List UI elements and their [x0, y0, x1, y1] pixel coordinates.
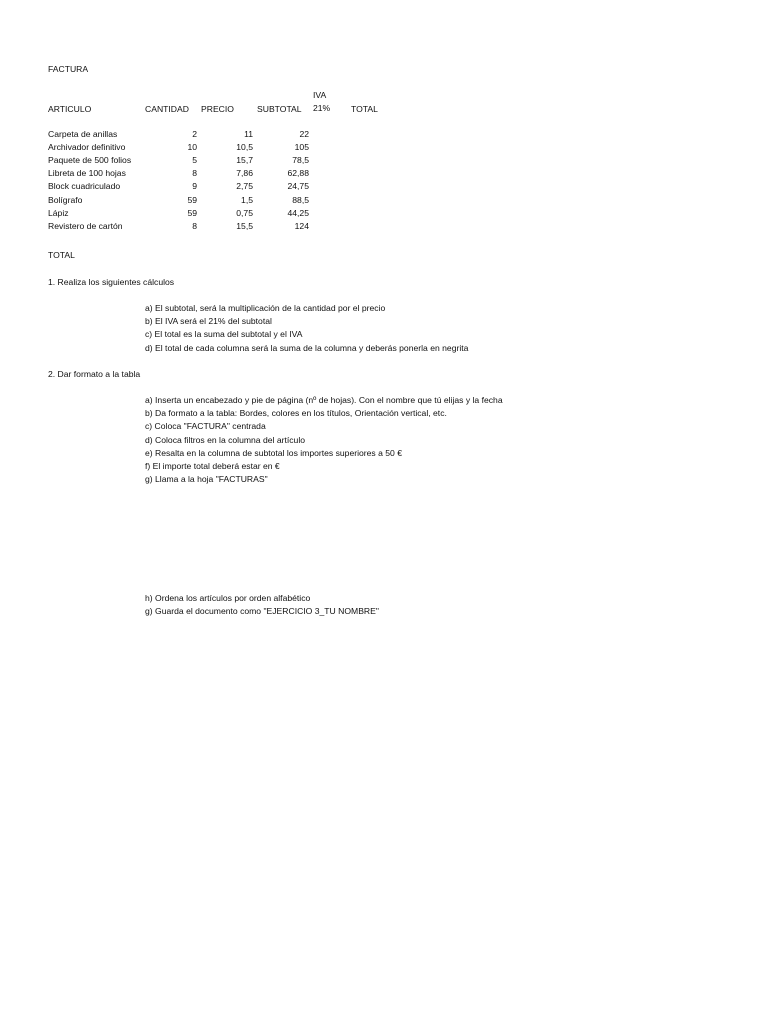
task-item: f) El importe total deberá estar en €	[145, 461, 280, 471]
header-articulo: ARTICULO	[48, 104, 92, 114]
section-title: 2. Dar formato a la tabla	[48, 369, 141, 379]
cell-precio: 15,7	[236, 155, 253, 165]
header-subtotal: SUBTOTAL	[257, 104, 302, 114]
cell-articulo: Block cuadriculado	[48, 181, 121, 191]
header-total: TOTAL	[351, 104, 378, 114]
cell-articulo: Bolígrafo	[48, 195, 83, 205]
cell-precio: 1,5	[241, 195, 253, 205]
table-row	[0, 129, 768, 142]
cell-subtotal: 22	[299, 129, 309, 139]
header-cantidad: CANTIDAD	[145, 104, 189, 114]
cell-cantidad: 8	[192, 221, 197, 231]
task-item: g) Llama a la hoja "FACTURAS"	[145, 474, 268, 484]
table-row	[0, 195, 768, 208]
cell-precio: 11	[244, 129, 253, 139]
task-item: d) Coloca filtros en la columna del artículo	[145, 435, 306, 445]
task-item: c) Coloca "FACTURA" centrada	[145, 421, 266, 431]
cell-precio: 2,75	[236, 181, 253, 191]
cell-subtotal: 105	[294, 142, 309, 152]
table-row	[0, 142, 768, 155]
cell-cantidad: 8	[192, 168, 197, 178]
task-item: b) El IVA será el 21% del subtotal	[145, 316, 272, 326]
cell-precio: 7,86	[236, 168, 253, 178]
cell-cantidad: 10	[187, 142, 197, 152]
cell-precio: 15,5	[236, 221, 253, 231]
task-item: a) Inserta un encabezado y pie de página (nº de hojas). Con el nombre que tú elijas y la fecha	[145, 395, 503, 405]
table-row	[0, 221, 768, 234]
cell-cantidad: 59	[187, 195, 197, 205]
cell-subtotal: 88,5	[292, 195, 309, 205]
task-item: b) Da formato a la tabla: Bordes, colores en los títulos, Orientación vertical, etc.	[145, 408, 447, 418]
task-item: d) El total de cada columna será la suma de la columna y deberás ponerla en negrita	[145, 343, 469, 353]
table-row	[0, 168, 768, 181]
cell-cantidad: 5	[192, 155, 197, 165]
cell-cantidad: 2	[192, 129, 197, 139]
cell-precio: 10,5	[236, 142, 253, 152]
cell-articulo: Carpeta de anillas	[48, 129, 118, 139]
table-row	[0, 208, 768, 221]
cell-subtotal: 44,25	[287, 208, 309, 218]
cell-cantidad: 59	[187, 208, 197, 218]
header-iva-rate: 21%	[313, 103, 331, 113]
cell-precio: 0,75	[236, 208, 253, 218]
document-title: FACTURA	[48, 64, 89, 74]
table-total-label: TOTAL	[48, 250, 75, 260]
task-item: e) Resalta en la columna de subtotal los importes superiores a 50 €	[145, 448, 402, 458]
header-iva: IVA	[313, 90, 327, 100]
cell-subtotal: 62,88	[287, 168, 309, 178]
task-item: g) Guarda el documento como "EJERCICIO 3_TU NOMBRE"	[145, 606, 379, 616]
cell-articulo: Archivador definitivo	[48, 142, 126, 152]
section-title: 1. Realiza los siguientes cálculos	[48, 277, 175, 287]
header-precio: PRECIO	[201, 104, 234, 114]
task-item: a) El subtotal, será la multiplicación de la cantidad por el precio	[145, 303, 386, 313]
cell-subtotal: 24,75	[287, 181, 309, 191]
cell-articulo: Revistero de cartón	[48, 221, 123, 231]
cell-articulo: Libreta de 100 hojas	[48, 168, 126, 178]
cell-articulo: Paquete de 500 folios	[48, 155, 132, 165]
task-item: h) Ordena los artículos por orden alfabético	[145, 593, 311, 603]
task-item: c) El total es la suma del subtotal y el IVA	[145, 329, 303, 339]
cell-subtotal: 78,5	[292, 155, 309, 165]
table-row	[0, 155, 768, 168]
cell-articulo: Lápiz	[48, 208, 69, 218]
cell-subtotal: 124	[294, 221, 309, 231]
table-row	[0, 181, 768, 194]
cell-cantidad: 9	[192, 181, 197, 191]
